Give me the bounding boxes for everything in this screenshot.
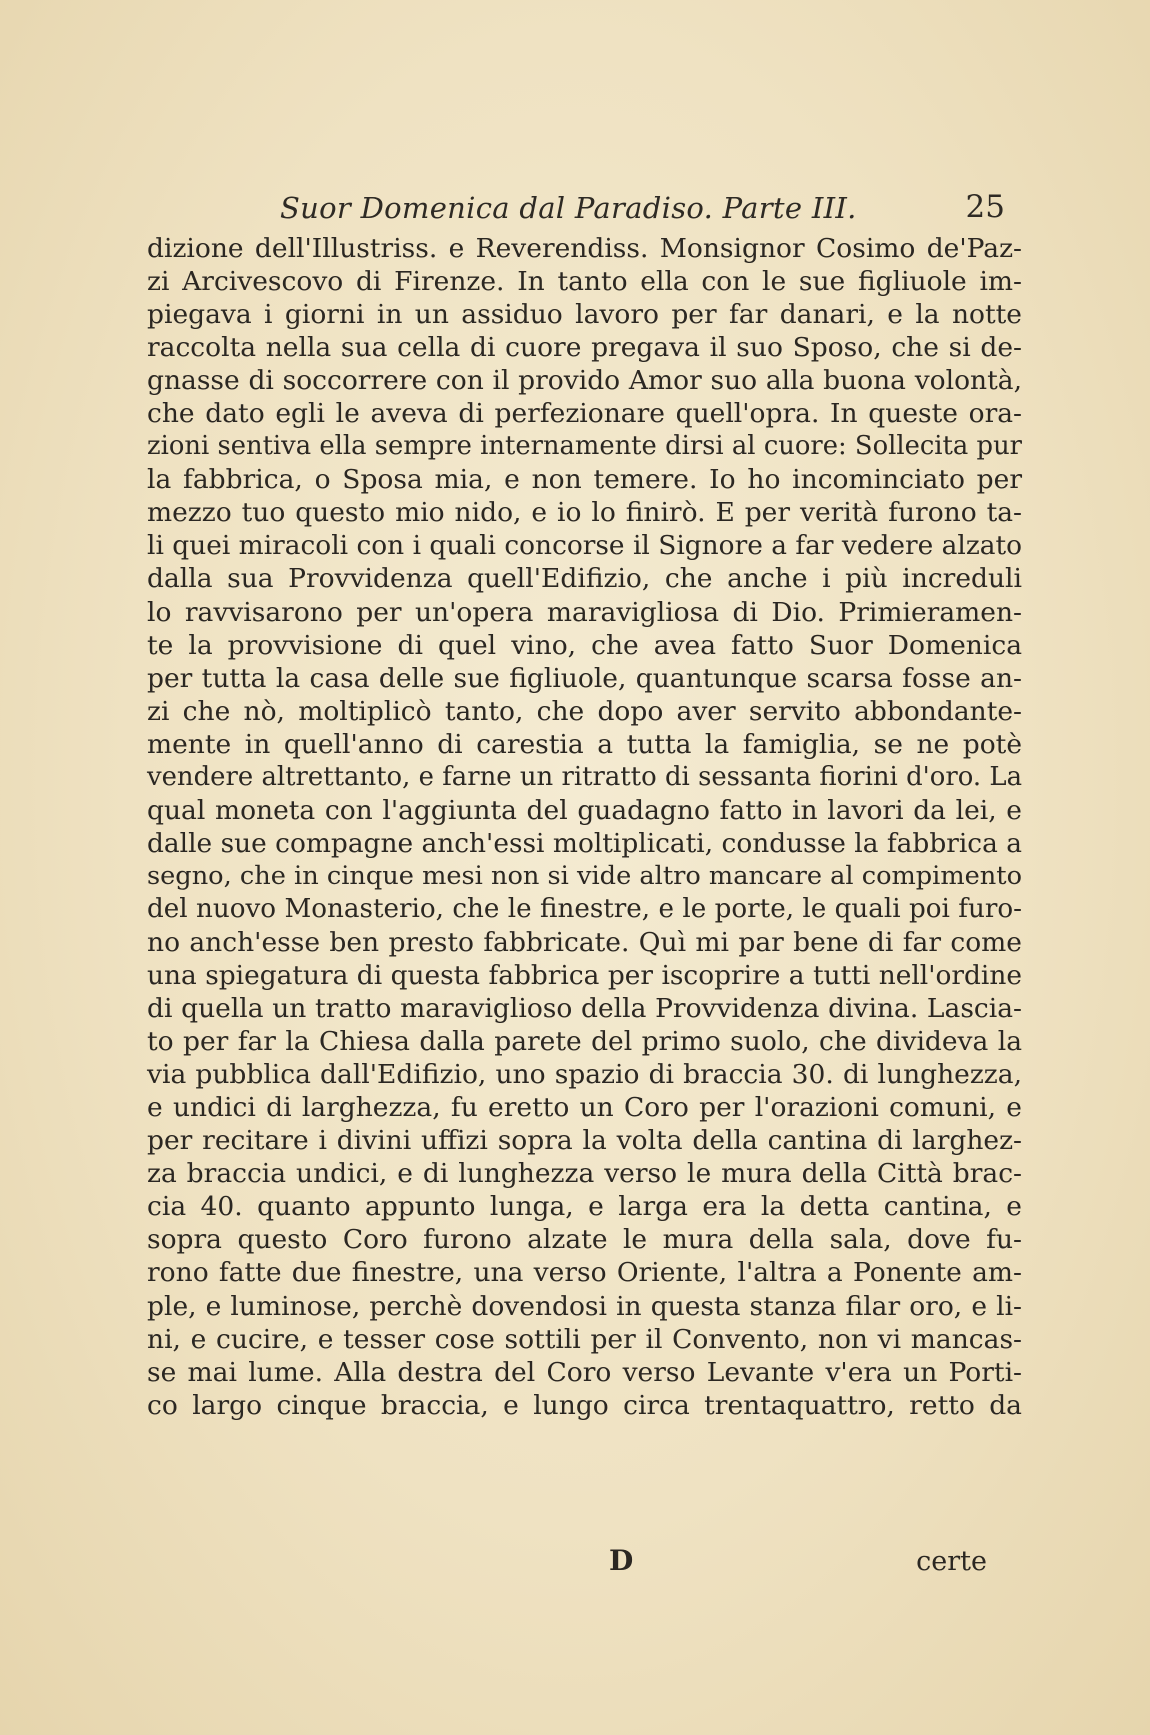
text-line: dalla sua Provvidenza quell'Edifizio, che anche i più increduli [147,563,1022,595]
text-line: una spiegatura di questa fabbrica per iscoprire a tutti nell'ordine [147,960,1022,992]
page-header [280,185,1005,229]
text-line: lo ravvisarono per un'opera maravigliosa di Dio. Primieramen- [147,596,1022,628]
text-line: via pubblica dall'Edifizio, uno spazio di braccia 30. di lunghezza, [147,1059,1022,1091]
text-line: gnasse di soccorrere con il provido Amor suo alla buona volontà, [147,365,1022,397]
catchword: certe [916,1546,987,1577]
text-line: la fabbrica, o Sposa mia, e non temere. Io ho incominciato per [147,464,1022,496]
text-line: che dato egli le aveva di perfezionare quell'opra. In queste ora- [147,398,1022,430]
text-line: vendere altrettanto, e farne un ritratto di sessanta fiorini d'oro. La [147,761,1022,792]
text-line: dalle sue compagne anch'essi moltiplicati, condusse la fabbrica a [147,827,1022,859]
running-title: Suor Domenica dal Paradiso. Parte III. [280,191,857,225]
text-line: no anch'esse ben presto fabbricate. Quì mi par bene di far come [147,926,1022,958]
signature-mark: D [609,1544,634,1577]
text-line: ple, e luminose, perchè dovendosi in questa stanza filar oro, e li- [147,1290,1022,1322]
text-line: ni, e cucire, e tesser cose sottili per il Convento, non vi mancas- [147,1323,1022,1355]
text-line: per tutta la casa delle sue figliuole, quantunque scarsa fosse an- [147,662,1022,694]
text-line: qual moneta con l'aggiunta del guadagno fatto in lavori da lei, e [147,794,1022,826]
text-line: sopra questo Coro furono alzate le mura della sala, dove fu- [147,1224,1022,1256]
text-line: e undici di larghezza, fu eretto un Coro per l'orazioni comuni, e [147,1092,1022,1124]
text-line: piegava i giorni in un assiduo lavoro per far danari, e la notte [147,299,1022,331]
text-line: to per far la Chiesa dalla parete del primo suolo, che divideva la [147,1026,1022,1058]
text-line: per recitare i divini uffizi sopra la volta della cantina di larghez- [147,1125,1022,1157]
body-text [147,232,1022,1422]
text-line: cia 40. quanto appunto lunga, e larga era la detta cantina, e [147,1191,1022,1223]
text-line: se mai lume. Alla destra del Coro verso Levante v'era un Porti- [147,1356,1022,1388]
text-line: za braccia undici, e di lunghezza verso le mura della Città brac- [147,1158,1022,1190]
text-line: dizione dell'Illustriss. e Reverendiss. Monsignor Cosimo de'Paz- [147,233,1022,264]
text-line: te la provvisione di quel vino, che avea fatto Suor Domenica [147,629,1022,661]
text-line: segno, che in cinque mesi non si vide altro mancare al compimento [147,860,1022,891]
text-line: rono fatte due finestre, una verso Oriente, l'altra a Ponente am- [147,1257,1022,1289]
text-line: li quei miracoli con i quali concorse il Signore a far vedere alzato [147,530,1022,562]
text-line: zi che nò, moltiplicò tanto, che dopo aver servito abbondante- [147,695,1022,727]
page-number: 25 [965,189,1005,225]
text-line: mezzo tuo questo mio nido, e io lo finirò. E per verità furono ta- [147,497,1022,529]
page-footer [147,1544,987,1584]
text-line: di quella un tratto maraviglioso della Provvidenza divina. Lascia- [147,993,1022,1025]
text-line: mente in quell'anno di carestia a tutta la famiglia, se ne potè [147,728,1022,760]
text-line: raccolta nella sua cella di cuore pregava il suo Sposo, che si de- [147,332,1022,364]
text-line: co largo cinque braccia, e lungo circa trentaquattro, retto da [147,1389,1022,1421]
text-line: del nuovo Monasterio, che le finestre, e le porte, le quali poi furo- [147,893,1022,924]
text-line: zi Arcivescovo di Firenze. In tanto ella con le sue figliuole im- [147,266,1022,298]
text-line: zioni sentiva ella sempre internamente dirsi al cuore: Sollecita pur [147,431,1022,462]
